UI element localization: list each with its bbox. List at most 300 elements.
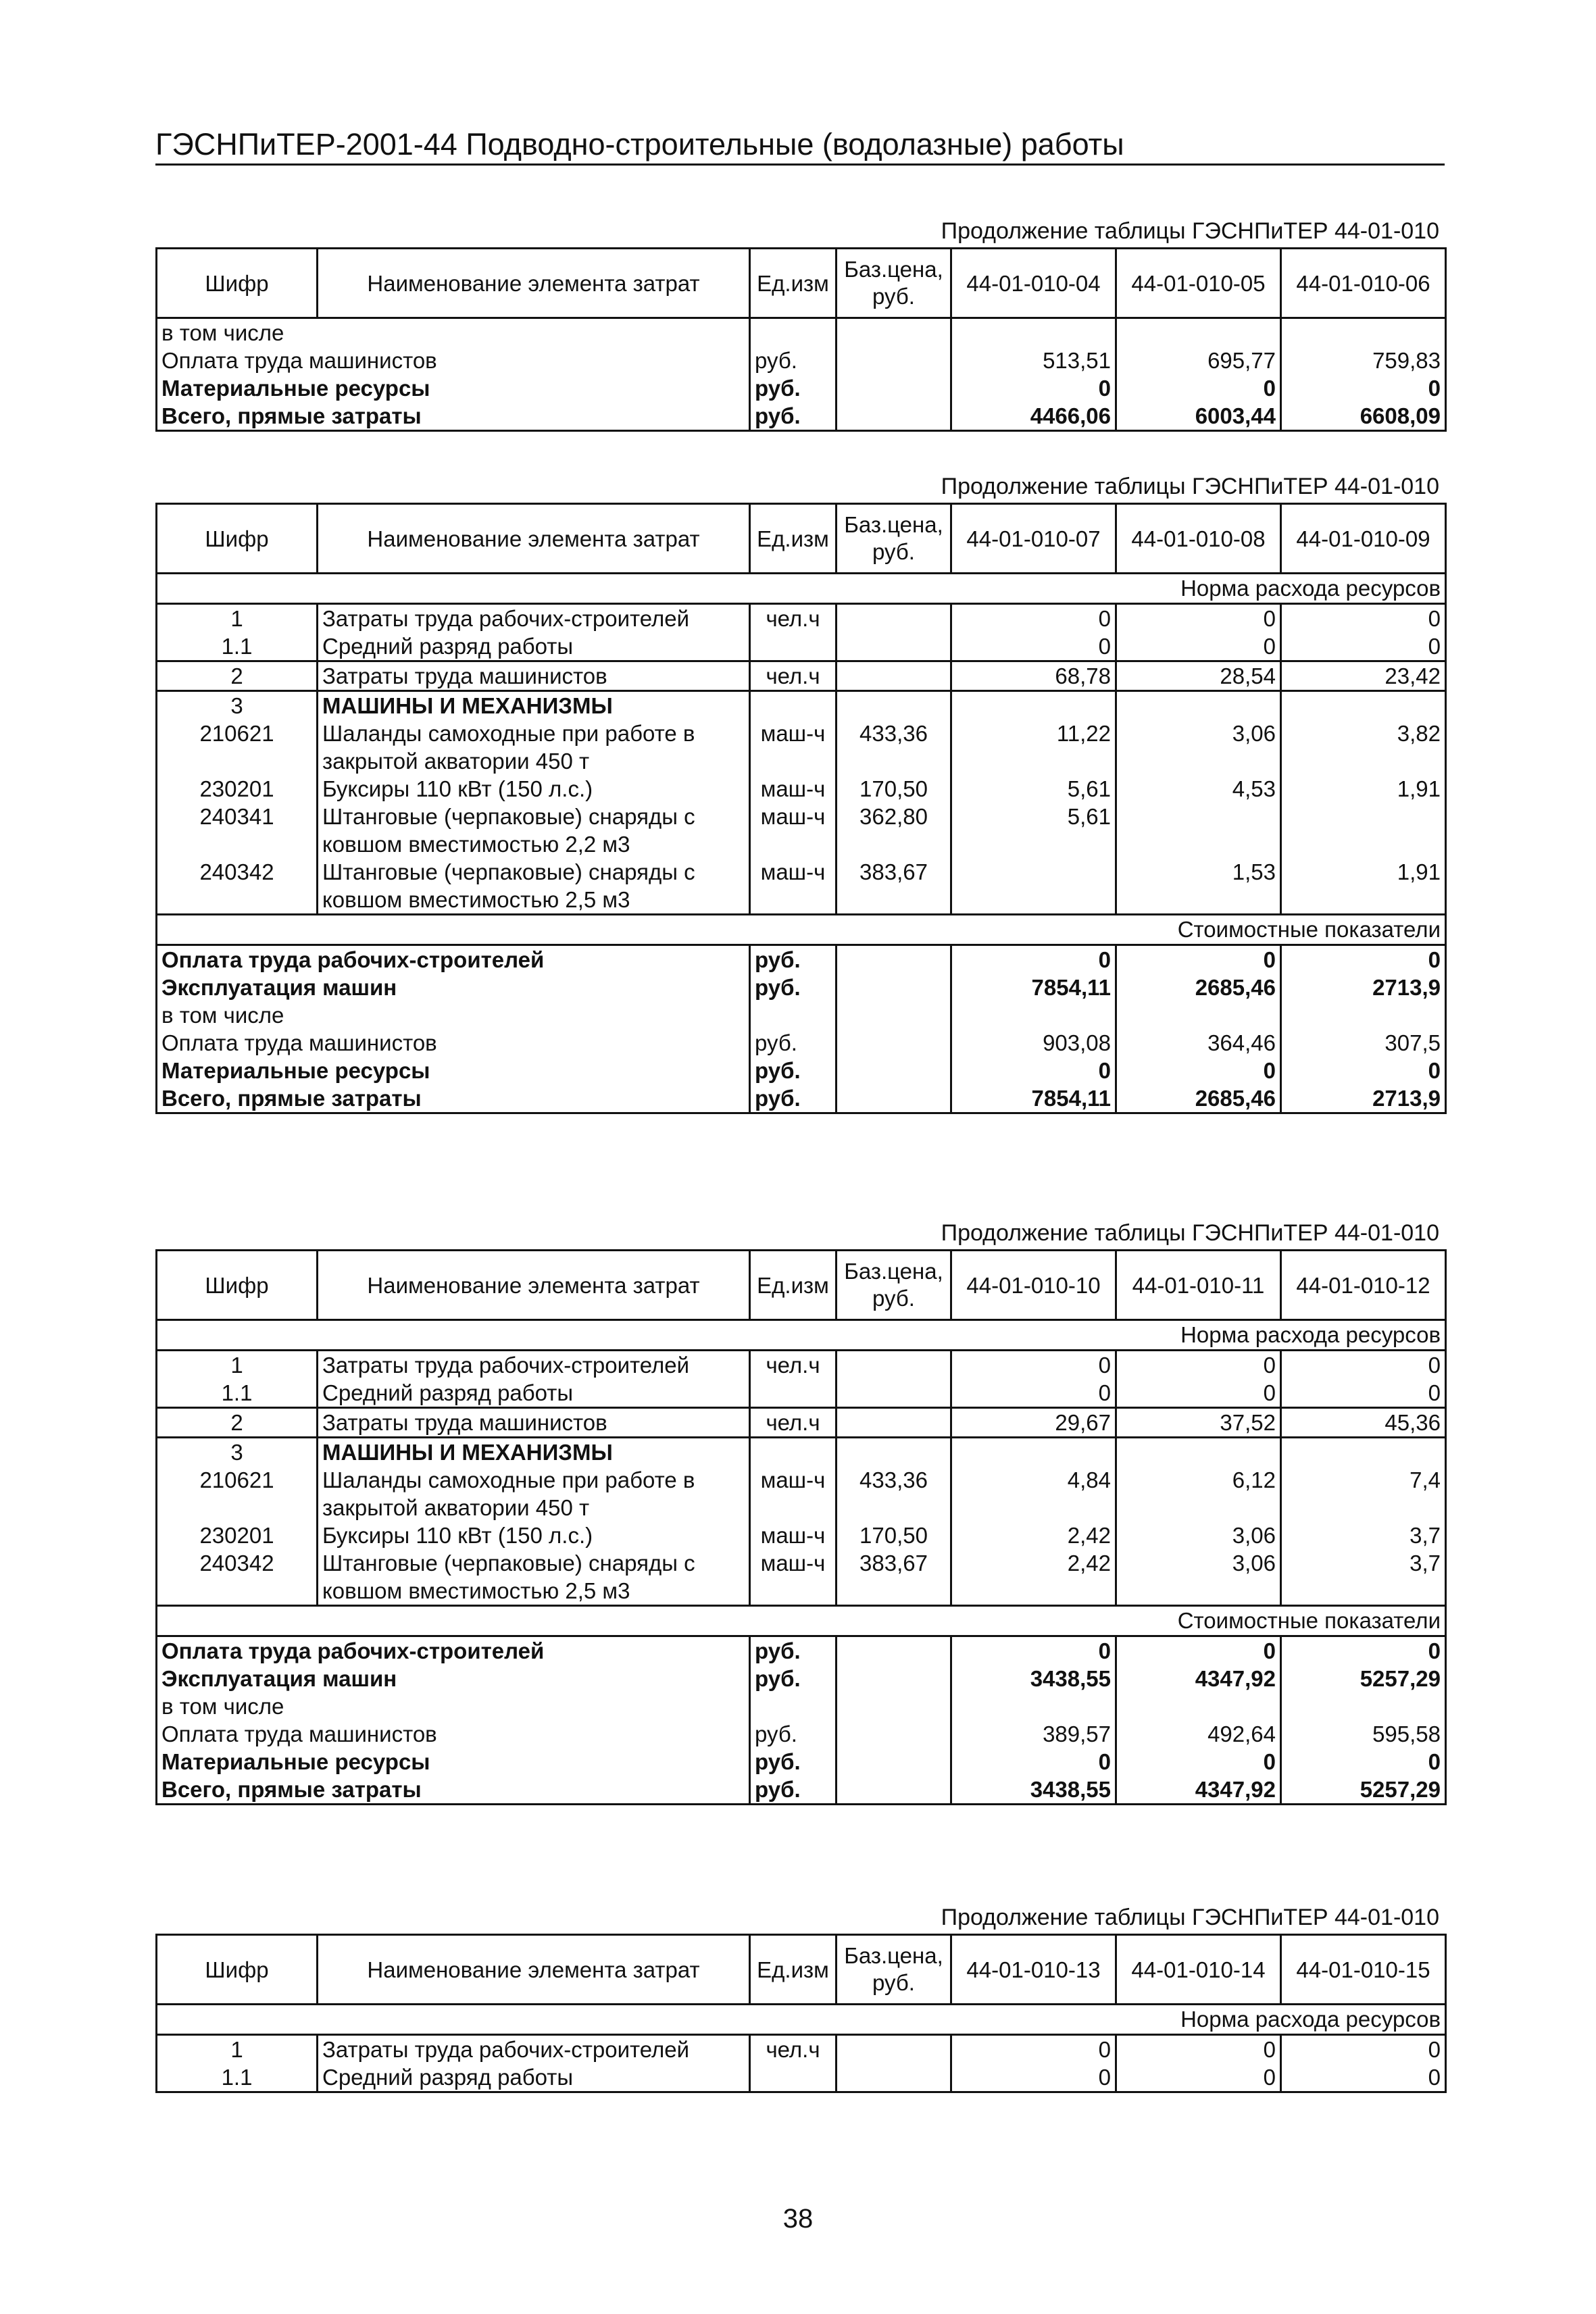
cost-table-3	[155, 1249, 1447, 1805]
row-value: 2713,9	[1281, 974, 1446, 1001]
col-code-b: 44-01-010-14	[1116, 1935, 1281, 2005]
row-name: Затраты труда рабочих-строителей	[318, 2035, 750, 2064]
row-price	[837, 2035, 951, 2064]
col-name: Наименование элемента затрат	[318, 1935, 750, 2005]
row-price	[837, 2063, 951, 2092]
row-price	[837, 1001, 951, 1029]
row-value	[1116, 691, 1281, 720]
col-code-a: 44-01-010-04	[951, 249, 1116, 318]
row-price	[837, 1748, 951, 1776]
row-value: 903,08	[951, 1029, 1116, 1057]
row-code: 230201	[199, 1523, 274, 1548]
table-row	[157, 1408, 1446, 1438]
row-value: 0	[1116, 1351, 1281, 1380]
row-name: Средний разряд работы	[318, 2063, 750, 2092]
row-name: Средний разряд работы	[318, 632, 750, 661]
row-value: 3,7	[1281, 1521, 1446, 1549]
row-value: 3,06	[1116, 720, 1281, 775]
col-code-b: 44-01-010-11	[1116, 1251, 1281, 1320]
table-row	[157, 347, 1446, 374]
table-block-3	[155, 1219, 1445, 1805]
row-unit	[750, 318, 837, 347]
cost-table-4	[155, 1934, 1447, 2093]
row-name: МАШИНЫ И МЕХАНИЗМЫ	[318, 691, 750, 720]
row-unit: руб.	[750, 1748, 837, 1776]
row-unit	[750, 1692, 837, 1720]
table-row	[157, 632, 1446, 661]
row-code: 2	[157, 661, 318, 691]
row-value: 0	[951, 1351, 1116, 1380]
row-name: Шаланды самоходные при работе в закрытой акватории 450 т	[318, 1466, 750, 1521]
row-price: 433,36	[837, 1466, 951, 1521]
row-value: 0	[951, 1057, 1116, 1084]
row-value: 0	[951, 1379, 1116, 1408]
cost-table-2	[155, 503, 1447, 1114]
row-value: 2713,9	[1281, 1084, 1446, 1113]
row-value: 0	[1116, 2035, 1281, 2064]
col-code: Шифр	[157, 504, 318, 574]
row-name: Оплата труда машинистов	[161, 1030, 437, 1055]
row-unit: маш-ч	[750, 775, 837, 803]
table-row	[157, 775, 1446, 803]
col-code-c: 44-01-010-09	[1281, 504, 1446, 574]
row-value	[1116, 318, 1281, 347]
table-row	[157, 974, 1446, 1001]
row-value: 7,4	[1281, 1466, 1446, 1521]
norma-label: Норма расхода ресурсов	[157, 2005, 1446, 2035]
row-value	[951, 1438, 1116, 1467]
col-code-a: 44-01-010-10	[951, 1251, 1116, 1320]
norma-label: Норма расхода ресурсов	[157, 1320, 1446, 1351]
row-price	[837, 402, 951, 431]
col-code-c: 44-01-010-12	[1281, 1251, 1446, 1320]
row-value: 595,58	[1281, 1720, 1446, 1748]
row-value	[1281, 318, 1446, 347]
table-row	[157, 720, 1446, 775]
row-price: 383,67	[837, 1549, 951, 1606]
row-value: 1,53	[1116, 858, 1281, 915]
row-name: Буксиры 110 кВт (150 л.с.)	[318, 1521, 750, 1549]
row-name: Средний разряд работы	[318, 1379, 750, 1408]
row-value: 0	[951, 2035, 1116, 2064]
row-value: 6003,44	[1116, 402, 1281, 431]
row-unit: чел.ч	[750, 1408, 837, 1438]
row-code: 1.1	[221, 1380, 253, 1405]
col-price: Баз.цена, руб.	[837, 1251, 951, 1320]
row-price	[837, 1636, 951, 1665]
row-price	[837, 691, 951, 720]
row-price	[837, 632, 951, 661]
row-value: 6608,09	[1281, 402, 1446, 431]
row-price	[837, 661, 951, 691]
row-value: 45,36	[1281, 1408, 1446, 1438]
row-price: 170,50	[837, 775, 951, 803]
row-value: 389,57	[951, 1720, 1116, 1748]
col-unit: Ед.изм	[750, 249, 837, 318]
row-value: 0	[1281, 632, 1446, 661]
row-price	[837, 347, 951, 374]
row-name: Оплата труда рабочих-строителей	[161, 947, 545, 972]
row-value: 0	[1116, 1636, 1281, 1665]
row-name: Затраты труда рабочих-строителей	[318, 1351, 750, 1380]
table-row	[157, 1748, 1446, 1776]
col-name: Наименование элемента затрат	[318, 249, 750, 318]
row-code: 1	[230, 1353, 243, 1378]
row-unit: руб.	[750, 1720, 837, 1748]
row-value: 0	[951, 1748, 1116, 1776]
table-row	[157, 1636, 1446, 1665]
table-row	[157, 1692, 1446, 1720]
row-value: 5257,29	[1281, 1776, 1446, 1805]
row-name: Материальные ресурсы	[161, 376, 430, 401]
row-name: МАШИНЫ И МЕХАНИЗМЫ	[318, 1438, 750, 1467]
row-unit: чел.ч	[750, 661, 837, 691]
row-value: 0	[1116, 1379, 1281, 1408]
row-value: 0	[951, 1636, 1116, 1665]
row-price	[837, 1720, 951, 1748]
row-name: Материальные ресурсы	[161, 1058, 430, 1083]
row-value: 0	[1281, 1057, 1446, 1084]
row-value: 0	[1116, 632, 1281, 661]
row-value: 0	[951, 604, 1116, 633]
table-row	[157, 1549, 1446, 1606]
col-name: Наименование элемента затрат	[318, 1251, 750, 1320]
row-value: 307,5	[1281, 1029, 1446, 1057]
row-unit: руб.	[750, 1776, 837, 1805]
row-name: Всего, прямые затраты	[161, 403, 422, 428]
col-code: Шифр	[157, 249, 318, 318]
section-band	[157, 1606, 1446, 1636]
row-price: 433,36	[837, 720, 951, 775]
row-price	[837, 974, 951, 1001]
table-caption: Продолжение таблицы ГЭСНПиТЕР 44-01-010	[941, 218, 1439, 244]
row-unit: маш-ч	[750, 1549, 837, 1606]
row-value: 0	[951, 632, 1116, 661]
row-unit: чел.ч	[750, 1351, 837, 1380]
row-name: Затраты труда машинистов	[318, 1408, 750, 1438]
row-name: Оплата труда машинистов	[161, 1721, 437, 1746]
row-name: Буксиры 110 кВт (150 л.с.)	[318, 775, 750, 803]
row-price: 170,50	[837, 1521, 951, 1549]
row-value: 364,46	[1116, 1029, 1281, 1057]
row-value: 2,42	[951, 1549, 1116, 1606]
row-name: Затраты труда рабочих-строителей	[318, 604, 750, 633]
row-unit: маш-ч	[750, 1521, 837, 1549]
row-value: 3,82	[1281, 720, 1446, 775]
row-name: в том числе	[161, 1694, 284, 1719]
row-price	[837, 1379, 951, 1408]
row-value: 11,22	[951, 720, 1116, 775]
row-unit: руб.	[750, 1084, 837, 1113]
row-value: 0	[1116, 1748, 1281, 1776]
row-value: 513,51	[951, 347, 1116, 374]
row-price: 383,67	[837, 858, 951, 915]
section-band	[157, 915, 1446, 945]
row-name: Оплата труда машинистов	[161, 348, 437, 373]
row-code: 230201	[199, 776, 274, 801]
row-value: 0	[1116, 1057, 1281, 1084]
row-code: 2	[157, 1408, 318, 1438]
table-caption: Продолжение таблицы ГЭСНПиТЕР 44-01-010	[941, 1220, 1439, 1246]
row-name: в том числе	[161, 320, 284, 345]
table-row	[157, 945, 1446, 974]
row-price	[837, 1057, 951, 1084]
row-value: 23,42	[1281, 661, 1446, 691]
row-price	[837, 1351, 951, 1380]
row-unit: маш-ч	[750, 858, 837, 915]
row-value: 5,61	[951, 775, 1116, 803]
row-unit: руб.	[750, 1057, 837, 1084]
col-unit: Ед.изм	[750, 1251, 837, 1320]
table-row	[157, 402, 1446, 431]
row-name: Штанговые (черпаковые) снаряды с ковшом вместимостью 2,5 м3	[318, 858, 750, 915]
table-row	[157, 1351, 1446, 1380]
table-header-row	[157, 504, 1446, 574]
col-price: Баз.цена, руб.	[837, 1935, 951, 2005]
cost-table-1	[155, 247, 1447, 432]
row-value: 6,12	[1116, 1466, 1281, 1521]
row-unit	[750, 1001, 837, 1029]
row-value: 492,64	[1116, 1720, 1281, 1748]
row-value: 4,53	[1116, 775, 1281, 803]
table-row	[157, 1084, 1446, 1113]
row-unit: чел.ч	[750, 604, 837, 633]
row-value: 37,52	[1116, 1408, 1281, 1438]
row-value: 29,67	[951, 1408, 1116, 1438]
table-row	[157, 2063, 1446, 2092]
row-value: 68,78	[951, 661, 1116, 691]
row-unit: руб.	[750, 347, 837, 374]
row-value: 1,91	[1281, 775, 1446, 803]
row-value: 4347,92	[1116, 1776, 1281, 1805]
table-block-4	[155, 1904, 1445, 2093]
row-name: Эксплуатация машин	[161, 975, 397, 1000]
row-value: 0	[1281, 945, 1446, 974]
row-unit	[750, 632, 837, 661]
table-header-row	[157, 249, 1446, 318]
col-unit: Ед.изм	[750, 1935, 837, 2005]
row-code: 210621	[199, 721, 274, 746]
row-value	[1281, 803, 1446, 858]
row-value	[951, 1001, 1116, 1029]
table-row	[157, 1665, 1446, 1692]
row-value: 2685,46	[1116, 974, 1281, 1001]
row-value: 0	[951, 374, 1116, 402]
row-value: 1,91	[1281, 858, 1446, 915]
table-header-row	[157, 1935, 1446, 2005]
col-unit: Ед.изм	[750, 504, 837, 574]
page-number: 38	[782, 2204, 814, 2234]
table-caption: Продолжение таблицы ГЭСНПиТЕР 44-01-010	[941, 474, 1439, 499]
table-row	[157, 1001, 1446, 1029]
row-value	[1116, 1438, 1281, 1467]
row-price	[837, 945, 951, 974]
table-row	[157, 374, 1446, 402]
row-value	[951, 691, 1116, 720]
section-band	[157, 1320, 1446, 1351]
page-header: ГЭСНПиТЕР-2001-44 Подводно-строительные (водолазные) работы	[155, 127, 1445, 166]
table-caption: Продолжение таблицы ГЭСНПиТЕР 44-01-010	[941, 1905, 1439, 1930]
row-value: 7854,11	[951, 1084, 1116, 1113]
col-code-c: 44-01-010-06	[1281, 249, 1446, 318]
row-value: 3,7	[1281, 1549, 1446, 1606]
row-code: 1.1	[221, 634, 253, 659]
row-value: 0	[1281, 1379, 1446, 1408]
row-name: Материальные ресурсы	[161, 1749, 430, 1774]
row-value: 0	[1281, 1636, 1446, 1665]
cost-label: Стоимостные показатели	[157, 1606, 1446, 1636]
col-code-b: 44-01-010-08	[1116, 504, 1281, 574]
row-unit: маш-ч	[750, 803, 837, 858]
col-code: Шифр	[157, 1935, 318, 2005]
row-value	[951, 318, 1116, 347]
table-row	[157, 1029, 1446, 1057]
row-name: в том числе	[161, 1003, 284, 1028]
row-unit: маш-ч	[750, 720, 837, 775]
row-unit: руб.	[750, 1665, 837, 1692]
row-price	[837, 1692, 951, 1720]
row-name: Затраты труда машинистов	[318, 661, 750, 691]
table-row	[157, 1720, 1446, 1748]
col-name: Наименование элемента затрат	[318, 504, 750, 574]
row-value: 0	[1281, 1351, 1446, 1380]
row-value: 4347,92	[1116, 1665, 1281, 1692]
row-value	[1281, 1001, 1446, 1029]
row-value: 0	[1281, 604, 1446, 633]
table-row	[157, 1521, 1446, 1549]
row-price	[837, 1408, 951, 1438]
row-price	[837, 604, 951, 633]
table-row	[157, 661, 1446, 691]
table-block-2	[155, 473, 1445, 1114]
row-value: 2685,46	[1116, 1084, 1281, 1113]
row-unit	[750, 691, 837, 720]
row-unit: руб.	[750, 1636, 837, 1665]
row-value: 28,54	[1116, 661, 1281, 691]
row-value	[1116, 1001, 1281, 1029]
row-value: 759,83	[1281, 347, 1446, 374]
row-price	[837, 1084, 951, 1113]
table-row	[157, 1379, 1446, 1408]
row-value: 3438,55	[951, 1776, 1116, 1805]
norma-label: Норма расхода ресурсов	[157, 574, 1446, 604]
row-name: Всего, прямые затраты	[161, 1086, 422, 1111]
row-name: Штанговые (черпаковые) снаряды с ковшом вместимостью 2,2 м3	[318, 803, 750, 858]
row-code: 1.1	[221, 2065, 253, 2090]
table-row	[157, 858, 1446, 915]
row-value: 3,06	[1116, 1549, 1281, 1606]
table-row	[157, 1776, 1446, 1805]
row-value	[951, 858, 1116, 915]
table-row	[157, 1438, 1446, 1467]
table-row	[157, 604, 1446, 633]
row-value: 0	[1116, 604, 1281, 633]
row-value: 5,61	[951, 803, 1116, 858]
row-code: 210621	[199, 1467, 274, 1492]
row-price	[837, 1029, 951, 1057]
row-code: 3	[157, 1438, 318, 1467]
row-value	[1281, 1692, 1446, 1720]
row-code: 1	[230, 2037, 243, 2062]
row-price	[837, 374, 951, 402]
row-unit: руб.	[750, 945, 837, 974]
row-value: 7854,11	[951, 974, 1116, 1001]
table-row	[157, 803, 1446, 858]
row-price	[837, 318, 951, 347]
row-value	[1116, 1692, 1281, 1720]
row-value	[1116, 803, 1281, 858]
row-value: 4466,06	[951, 402, 1116, 431]
table-header-row	[157, 1251, 1446, 1320]
row-value: 3438,55	[951, 1665, 1116, 1692]
row-unit: руб.	[750, 1029, 837, 1057]
row-code: 240341	[199, 804, 274, 829]
row-value: 2,42	[951, 1521, 1116, 1549]
col-code-a: 44-01-010-13	[951, 1935, 1116, 2005]
row-value: 0	[1116, 945, 1281, 974]
row-code: 240342	[199, 859, 274, 884]
row-value: 695,77	[1116, 347, 1281, 374]
row-name: Шаланды самоходные при работе в закрытой акватории 450 т	[318, 720, 750, 775]
col-code-a: 44-01-010-07	[951, 504, 1116, 574]
row-price	[837, 1776, 951, 1805]
row-value	[951, 1692, 1116, 1720]
row-unit: руб.	[750, 402, 837, 431]
row-value: 0	[951, 945, 1116, 974]
table-block-1	[155, 218, 1445, 432]
row-name: Всего, прямые затраты	[161, 1777, 422, 1802]
row-unit	[750, 1379, 837, 1408]
row-value: 5257,29	[1281, 1665, 1446, 1692]
row-code: 1	[230, 606, 243, 631]
row-value: 0	[1116, 2063, 1281, 2092]
row-unit	[750, 1438, 837, 1467]
row-value: 0	[1281, 1748, 1446, 1776]
row-unit	[750, 2063, 837, 2092]
col-code-c: 44-01-010-15	[1281, 1935, 1446, 2005]
row-price: 362,80	[837, 803, 951, 858]
col-price: Баз.цена, руб.	[837, 249, 951, 318]
row-code: 240342	[199, 1551, 274, 1576]
row-value: 0	[1281, 374, 1446, 402]
table-row	[157, 1057, 1446, 1084]
row-value: 4,84	[951, 1466, 1116, 1521]
row-value: 0	[1281, 2035, 1446, 2064]
col-code: Шифр	[157, 1251, 318, 1320]
row-value: 0	[1116, 374, 1281, 402]
col-code-b: 44-01-010-05	[1116, 249, 1281, 318]
section-band	[157, 2005, 1446, 2035]
row-value: 0	[951, 2063, 1116, 2092]
row-unit: руб.	[750, 374, 837, 402]
row-value: 3,06	[1116, 1521, 1281, 1549]
row-value: 0	[1281, 2063, 1446, 2092]
row-value	[1281, 691, 1446, 720]
table-row	[157, 1466, 1446, 1521]
cost-label: Стоимостные показатели	[157, 915, 1446, 945]
row-unit: чел.ч	[750, 2035, 837, 2064]
row-value	[1281, 1438, 1446, 1467]
row-unit: руб.	[750, 974, 837, 1001]
row-name: Оплата труда рабочих-строителей	[161, 1638, 545, 1663]
table-row	[157, 318, 1446, 347]
row-price	[837, 1438, 951, 1467]
col-price: Баз.цена, руб.	[837, 504, 951, 574]
table-row	[157, 691, 1446, 720]
row-name: Штанговые (черпаковые) снаряды с ковшом вместимостью 2,5 м3	[318, 1549, 750, 1606]
row-name: Эксплуатация машин	[161, 1666, 397, 1691]
row-unit: маш-ч	[750, 1466, 837, 1521]
